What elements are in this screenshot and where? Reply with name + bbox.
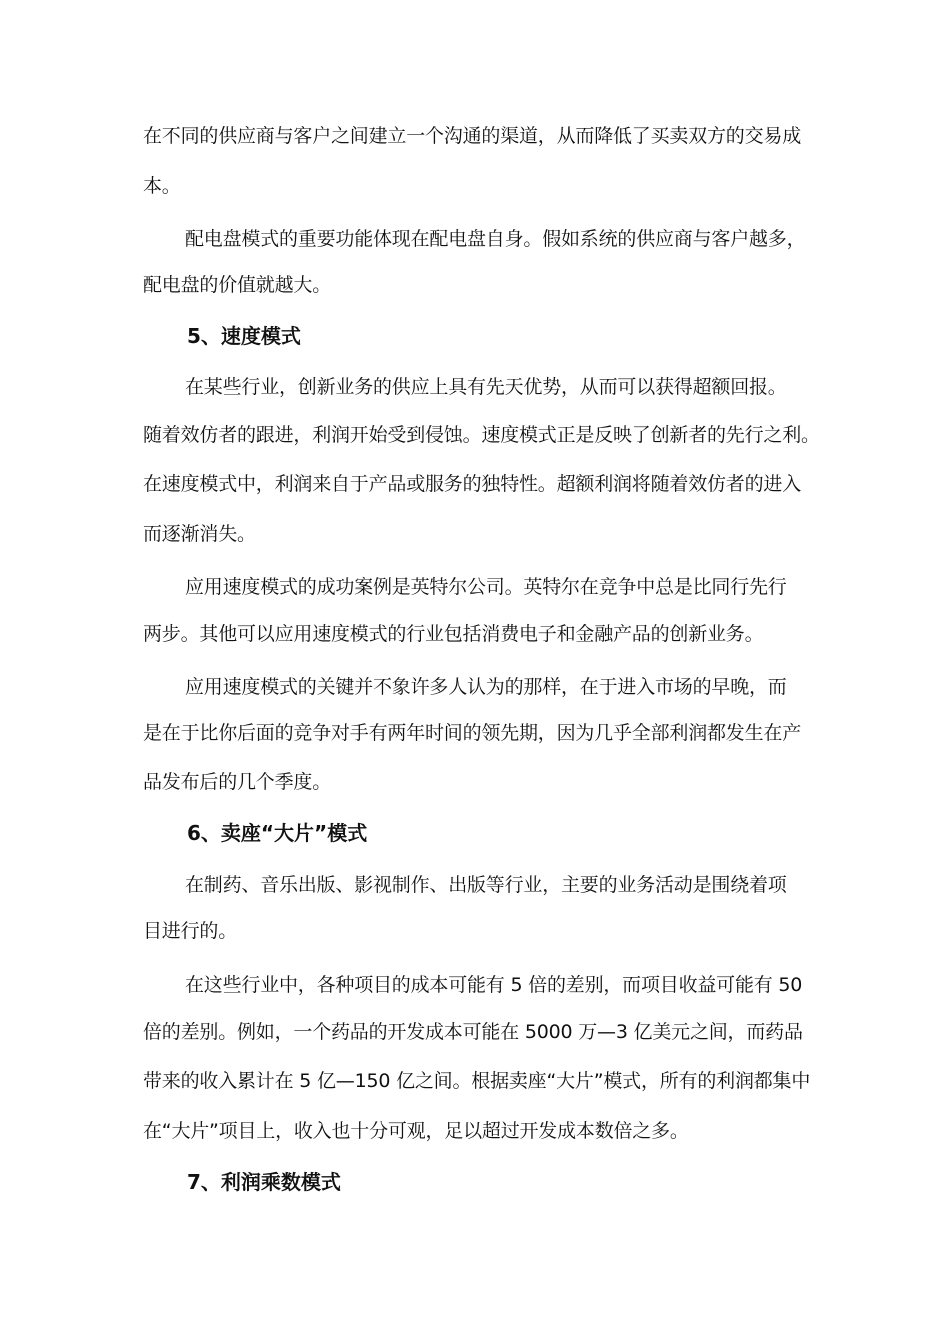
paragraph-line: 品发布后的几个季度。: [143, 771, 332, 793]
paragraph-line: 配电盘模式的重要功能体现在配电盘自身。假如系统的供应商与客户越多，: [185, 228, 806, 250]
paragraph-line: 两步。其他可以应用速度模式的行业包括消费电子和金融产品的创新业务。: [143, 623, 764, 645]
paragraph-line: 本。: [143, 175, 181, 197]
paragraph-line: 在“大片”项目上，收入也十分可观，足以超过开发成本数倍之多。: [143, 1120, 689, 1142]
paragraph-line: 应用速度模式的关键并不象许多人认为的那样，在于进入市场的早晚，而: [185, 676, 787, 698]
paragraph-line: 在制药、音乐出版、影视制作、出版等行业，主要的业务活动是围绕着项: [185, 874, 787, 896]
paragraph-line: 配电盘的价值就越大。: [143, 274, 332, 296]
paragraph-line: 应用速度模式的成功案例是英特尔公司。英特尔在竞争中总是比同行先行: [185, 576, 787, 598]
section-heading-6: 6、卖座“大片”模式: [187, 821, 368, 845]
paragraph-line: 是在于比你后面的竞争对手有两年时间的领先期，因为几乎全部利润都发生在产: [143, 722, 802, 744]
paragraph-line: 在速度模式中，利润来自于产品或服务的独特性。超额利润将随着效仿者的进入: [143, 473, 802, 495]
paragraph-line: 而逐渐消失。: [143, 523, 256, 545]
paragraph-line: 在某些行业，创新业务的供应上具有先天优势，从而可以获得超额回报。: [185, 376, 787, 398]
paragraph-line: 目进行的。: [143, 920, 238, 942]
section-heading-5: 5、速度模式: [187, 324, 301, 348]
paragraph-line: 随着效仿者的跟进，利润开始受到侵蚀。速度模式正是反映了创新者的先行之利。: [143, 424, 820, 446]
paragraph-line: 在这些行业中，各种项目的成本可能有 5 倍的差别，而项目收益可能有 50: [185, 974, 803, 996]
section-heading-7: 7、利润乘数模式: [187, 1170, 341, 1194]
paragraph-line: 在不同的供应商与客户之间建立一个沟通的渠道，从而降低了买卖双方的交易成: [143, 125, 802, 147]
paragraph-line: 带来的收入累计在 5 亿—150 亿之间。根据卖座“大片”模式，所有的利润都集中: [143, 1070, 811, 1092]
paragraph-line: 倍的差别。例如，一个药品的开发成本可能在 5000 万—3 亿美元之间，而药品: [143, 1021, 803, 1043]
